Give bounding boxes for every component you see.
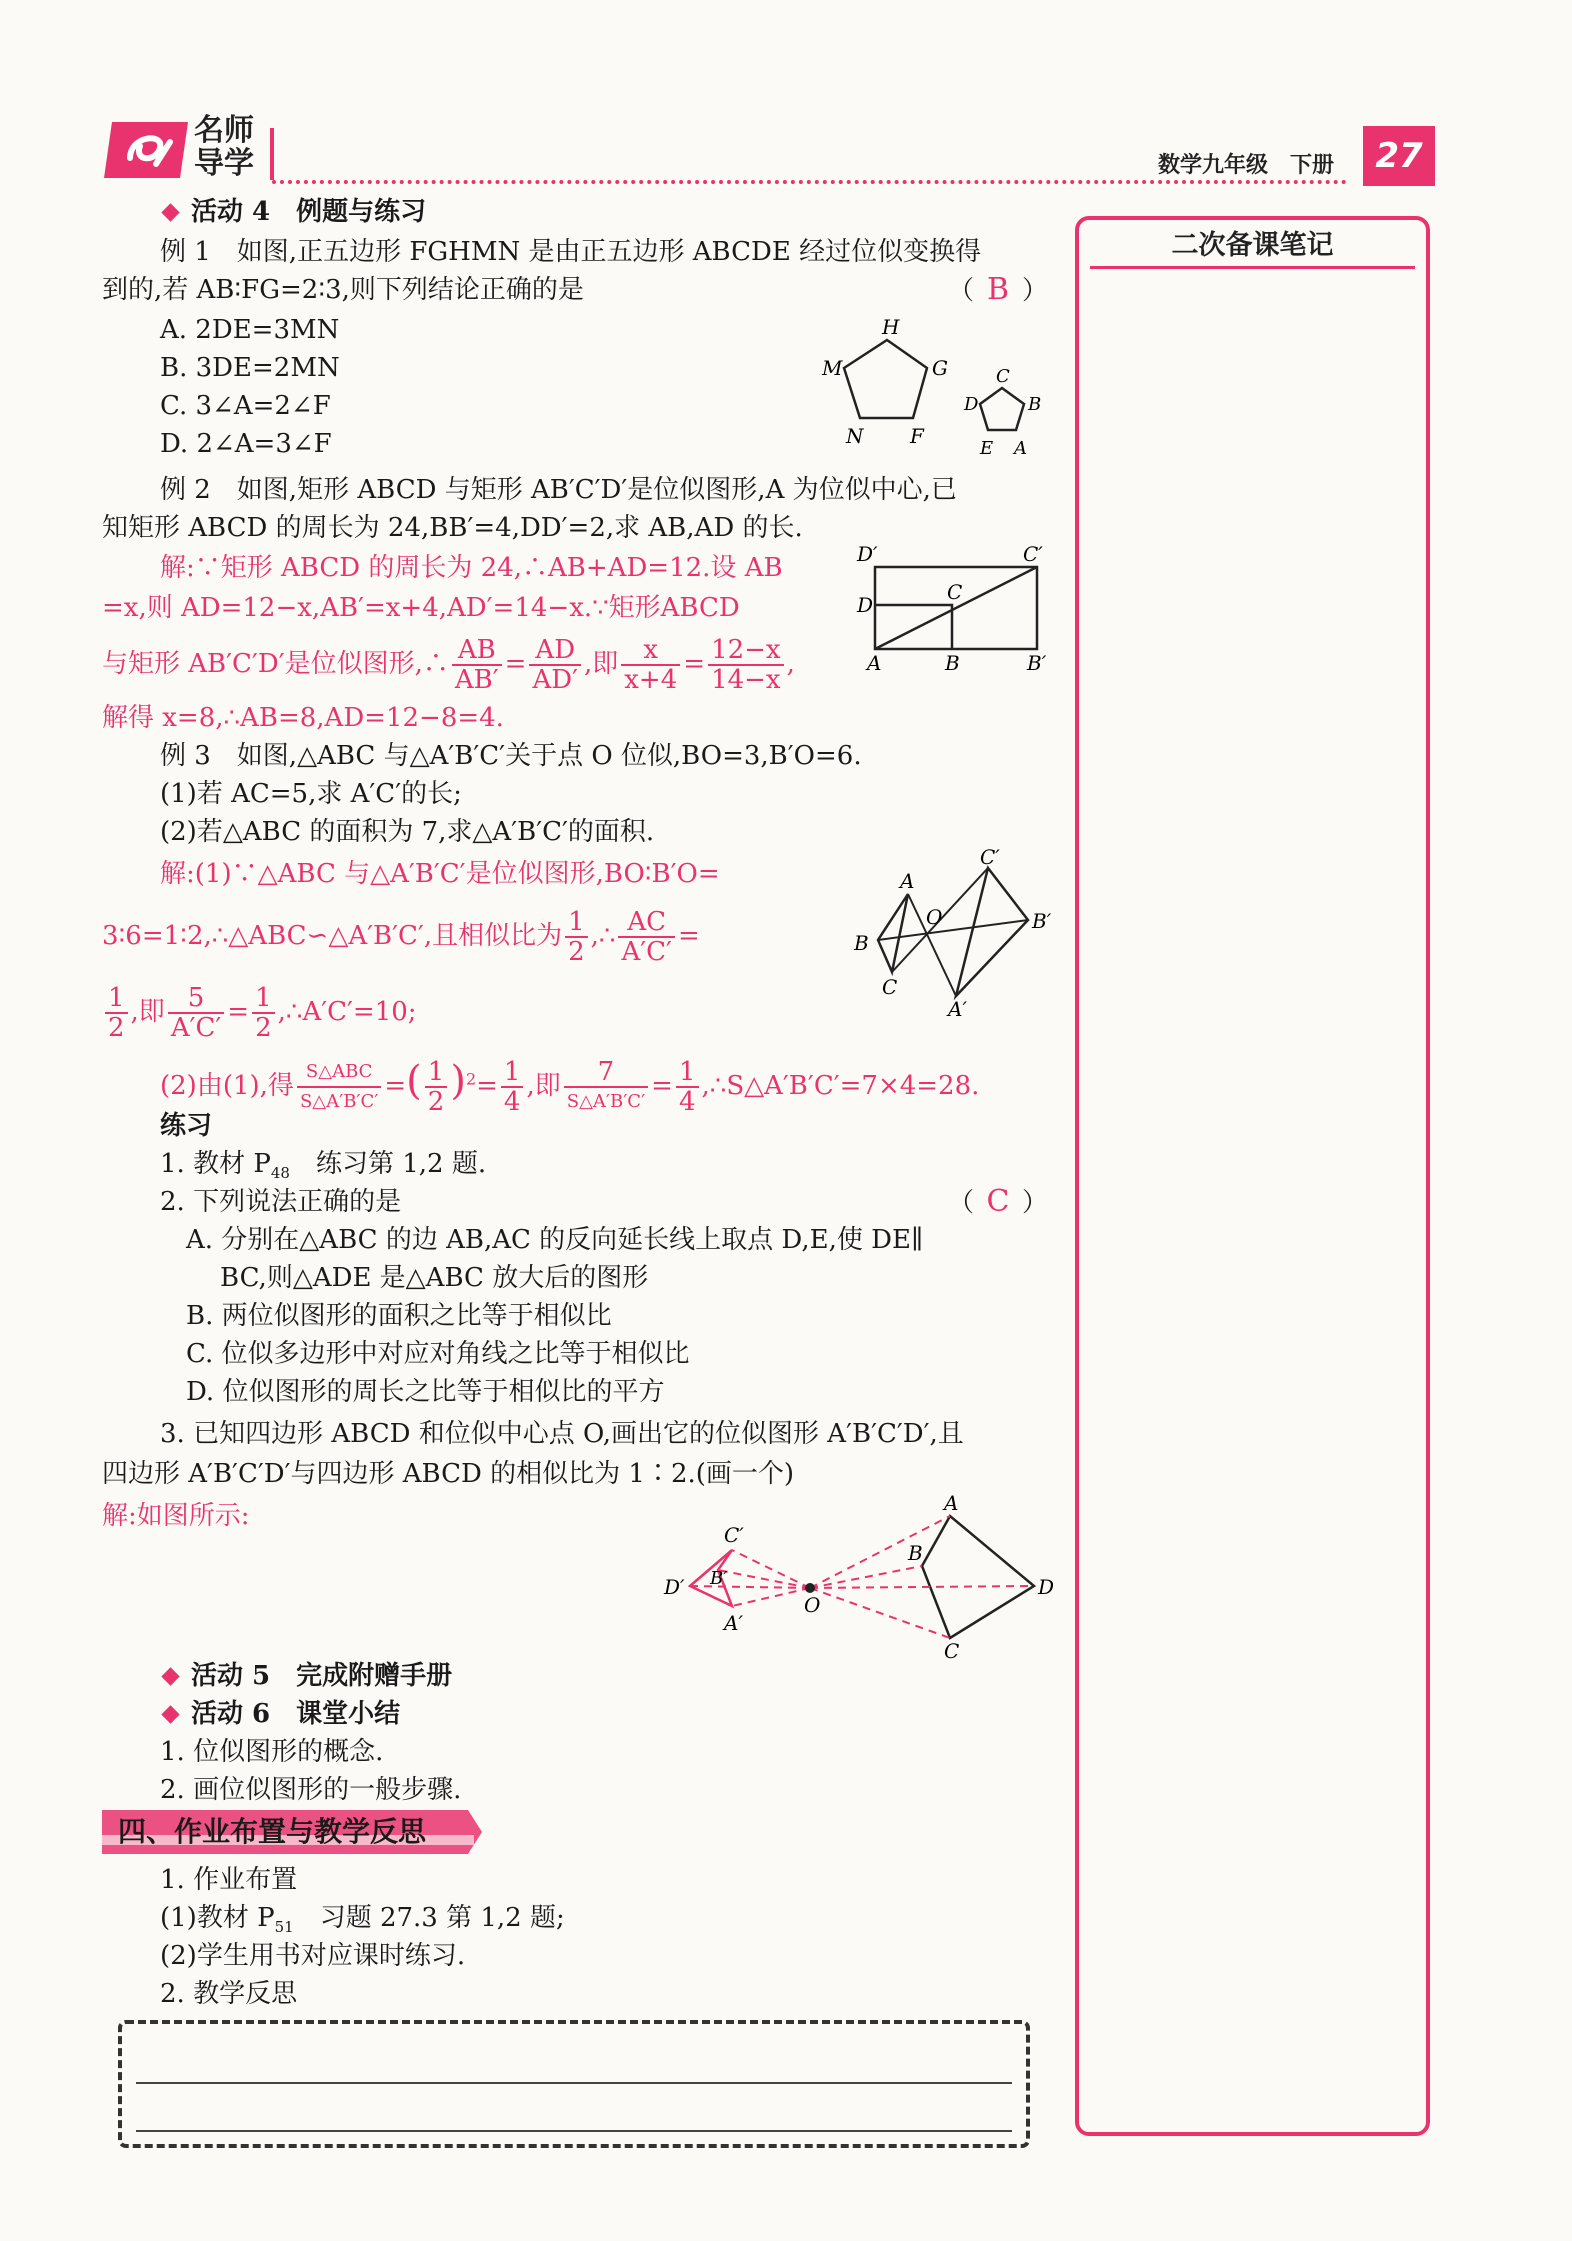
ex3-frac-half: $\frac{1}{2}$: [565, 908, 588, 966]
fig1-label-c: C: [996, 366, 1010, 387]
ex3-q2: (2)若△ABC 的面积为 7,求△A′B′C′的面积.: [160, 817, 655, 847]
header-dotted-rule: [272, 180, 1347, 184]
activity6-heading: [160, 1698, 400, 1730]
homework-item-1: (1)教材 $P_{51}$ 习题 27.3 第 1,2 题;: [160, 1903, 565, 1937]
ex2-rectangle-figure: [855, 545, 1055, 675]
ex3-frac-half-3: $\frac{1}{2}$: [252, 984, 275, 1042]
writing-rule-1: [136, 2082, 1012, 2084]
ex1-pentagon-figure: [810, 310, 1055, 460]
brand-line-2: 导学: [194, 146, 254, 181]
brand-name: [194, 114, 254, 180]
fig4-label-d: D: [1038, 1575, 1055, 1599]
reflection-title: 2. 教学反思: [160, 1979, 298, 2009]
practice-title: 练习: [160, 1111, 213, 1141]
practice-item3-line2: 四边形 A′B′C′D′与四边形 ABCD 的相似比为 1∶2.(画一个): [102, 1459, 795, 1489]
homework-title: 1. 作业布置: [160, 1865, 298, 1895]
fig1-label-d: D: [964, 394, 979, 415]
fig1-label-g: G: [932, 356, 948, 380]
fig3-label-c-prime: C′: [980, 848, 1000, 869]
ex3-frac-five: $\frac{5}{A'C'}$: [168, 984, 224, 1042]
ex3-line1: 例 3 如图,△ABC 与△A′B′C′关于点 O 位似,BO=3,B′O=6.: [160, 741, 862, 771]
fig1-label-b: B: [1028, 394, 1042, 415]
ex2-line2: 知矩形 ABCD 的周长为 24,BB′=4,DD′=2,求 AB,AD 的长.: [102, 513, 803, 543]
fig2-label-c: C: [947, 580, 963, 604]
practice-item2: 2. 下列说法正确的是: [160, 1187, 402, 1217]
practice-item2-opt-b: B. 两位似图形的面积之比等于相似比: [186, 1301, 612, 1331]
fig4-label-b: B: [908, 1541, 923, 1565]
fig4-label-d-prime: D′: [664, 1575, 685, 1599]
fig4-label-c-prime: C′: [724, 1523, 744, 1547]
ex2-sol-line3: 与矩形 AB′C′D′是位似图形,∴ $\frac{AB}{AB'}$ = $\frac{AD}{AD'}$ ,即 $\frac{x}{x+4}$ = $\frac{12-x}{14-x}$ ,: [102, 635, 795, 695]
practice-item2-opt-c: C. 位似多边形中对应对角线之比等于相似比: [186, 1339, 690, 1369]
fig3-label-a-prime: A′: [948, 997, 967, 1018]
fig2-label-b: B: [945, 651, 960, 675]
fig2-label-d: D: [857, 593, 874, 617]
ex1-option-a: A. 2DE=3MN: [160, 315, 340, 345]
ex3-q1: (1)若 AC=5,求 A′C′的长;: [160, 779, 462, 809]
ex1-line2: 到的,若 AB∶FG=2∶3,则下列结论正确的是: [102, 275, 584, 305]
fig4-label-a-prime: A′: [724, 1611, 743, 1635]
summary-item-2: 2. 画位似图形的一般步骤.: [160, 1775, 462, 1805]
practice-item1: 1. 教材 $P_{48}$ 练习第 1,2 题.: [160, 1149, 487, 1183]
activity4-heading: [160, 196, 426, 228]
ex3-sol-line1: 解:(1)∵△ABC 与△A′B′C′是位似图形,BO∶B′O=: [160, 859, 720, 889]
activity6-title: 活动 6 课堂小结: [191, 1699, 401, 1729]
diamond-bullet-icon: [161, 1705, 179, 1723]
fig3-label-o: O: [926, 905, 943, 929]
ex1-line1: 例 1 如图,正五边形 FGHMN 是由正五边形 ABCDE 经过位似变换得: [160, 237, 982, 267]
ex2-sol-line2: =x,则 AD=12−x,AB′=x+4,AD′=14−x.∵矩形ABCD: [102, 593, 740, 623]
ex1-answer: B: [986, 272, 1010, 307]
logo-icon: [100, 118, 195, 182]
ex3-frac-half-4: $\frac{1}{2}$: [425, 1058, 448, 1116]
fig1-label-m: M: [822, 356, 843, 380]
ex2-line1: 例 2 如图,矩形 ABCD 与矩形 AB′C′D′是位似图形,A 为位似中心,已: [160, 475, 957, 505]
ex2-frac-x: $\frac{x}{x+4}$: [621, 636, 680, 694]
ex1-option-d: D. 2∠A=3∠F: [160, 429, 332, 459]
fig2-label-a: A: [867, 651, 882, 675]
activity4-title: 活动 4 例题与练习: [191, 197, 427, 227]
ex3-triangle-figure: [848, 848, 1058, 1018]
practice-item3-line1: 3. 已知四边形 ABCD 和位似中心点 O,画出它的位似图形 A′B′C′D′,且: [160, 1419, 964, 1449]
ex2-sol-line4: 解得 x=8,∴AB=8,AD=12−8=4.: [102, 703, 504, 733]
practice-item2-opt-a-cont: BC,则△ADE 是△ABC 放大后的图形: [220, 1263, 649, 1293]
ex2-frac-ad: $\frac{AD}{AD'}$: [529, 636, 581, 694]
fig2-label-d-prime: D′: [857, 545, 878, 566]
practice-item2-opt-a: A. 分别在△ABC 的边 AB,AC 的反向延长线上取点 D,E,使 DE∥: [186, 1225, 923, 1255]
fig3-label-a: A: [900, 869, 915, 893]
brand-line-1: 名师: [194, 113, 254, 148]
paren-close: ）: [1022, 276, 1049, 306]
ex3-frac-quarter-2: $\frac{1}{4}$: [676, 1058, 699, 1116]
ex3-frac-area: $\frac{\text{S△ABC}}{S\triangle A'B'C'}$: [297, 1058, 381, 1116]
ex3-frac-half-2: $\frac{1}{2}$: [105, 984, 128, 1042]
practice-quadrilateral-figure: [660, 1490, 1060, 1660]
practice-item3-solution: 解:如图所示:: [102, 1501, 250, 1531]
ex1-answer-paren: [948, 274, 1048, 307]
ex1-option-c: C. 3∠A=2∠F: [160, 391, 331, 421]
fig3-label-b: B: [854, 931, 869, 955]
ex2-frac-12x: $\frac{12-x}{14-x}$: [708, 636, 784, 694]
reflection-writing-box[interactable]: [118, 2020, 1030, 2148]
subject-label: 数学九年级 下册: [1158, 153, 1335, 178]
notes-panel: [1075, 216, 1430, 2136]
section4-title: 四、作业布置与教学反思: [118, 1815, 427, 1848]
notes-panel-title: 二次备课笔记: [1090, 226, 1415, 269]
page-number: 27: [1363, 126, 1435, 186]
ex3-frac-quarter: $\frac{1}{4}$: [501, 1058, 524, 1116]
ex2-frac-ab: $\frac{AB}{AB'}$: [452, 636, 502, 694]
activity5-title: 活动 5 完成附赠手册: [191, 1661, 453, 1691]
fig4-label-c: C: [944, 1639, 960, 1660]
practice-item2-opt-d: D. 位似图形的周长之比等于相似比的平方: [186, 1377, 665, 1407]
fig3-label-b-prime: B′: [1032, 909, 1052, 933]
fig2-label-b-prime: B′: [1027, 651, 1047, 675]
ex3-sol-line3: $\frac{1}{2}$ ,即 $\frac{5}{A'C'}$ = $\frac{1}{2}$ ,∴A′C′=10;: [102, 984, 417, 1042]
fig3-label-c: C: [882, 975, 898, 999]
ex3-frac-ac: $\frac{AC}{A'C'}$: [618, 908, 674, 966]
fig1-label-h: H: [882, 315, 900, 339]
fig1-label-n: N: [846, 424, 864, 448]
practice-item2-answer-paren: （ C ）: [948, 1184, 1049, 1219]
fig4-label-a: A: [944, 1491, 959, 1515]
ex2-sol-line1: 解:∵矩形 ABCD 的周长为 24,∴AB+AD=12.设 AB: [160, 553, 783, 583]
ex3-frac-seven: $\frac{7}{S\triangle A'B'C'}$: [564, 1058, 648, 1116]
fig4-label-o: O: [804, 1593, 821, 1617]
summary-item-1: 1. 位似图形的概念.: [160, 1737, 384, 1767]
fig1-label-f: F: [910, 424, 924, 448]
ex1-option-b: B. 3DE=2MN: [160, 353, 340, 383]
fig1-label-e: E: [980, 438, 994, 459]
paren-open: （: [948, 276, 975, 306]
ex3-sol-line4: (2)由(1),得 $\frac{\text{S△ABC}}{S\triangle A'B'C'}$ =( $\frac{1}{2}$ )$^2$= $\frac{1}{4}$ ,即 $\frac{7}{S\triangle A'B'C'}$ = $\frac{1}{4}$ ,∴S△A′B′C′=7×4=28.: [160, 1057, 980, 1117]
diamond-bullet-icon: [161, 203, 179, 221]
writing-rule-2: [136, 2130, 1012, 2132]
practice-item2-answer: C: [986, 1184, 1010, 1219]
activity5-heading: [160, 1660, 452, 1692]
fig4-label-b-prime: B′: [710, 1568, 728, 1589]
header-divider: [270, 128, 274, 180]
diamond-bullet-icon: [161, 1667, 179, 1685]
homework-item-2: (2)学生用书对应课时练习.: [160, 1941, 466, 1971]
ex2-sol-line3-pre: 与矩形 AB′C′D′是位似图形,∴: [102, 649, 449, 679]
ex3-sol-line2: 3∶6=1∶2,∴△ABC∽△A′B′C′,且相似比为 $\frac{1}{2}$ ,∴ $\frac{AC}{A'C'}$ =: [102, 907, 700, 967]
fig1-label-a: A: [1014, 438, 1027, 459]
fig2-label-c-prime: C′: [1023, 545, 1043, 566]
